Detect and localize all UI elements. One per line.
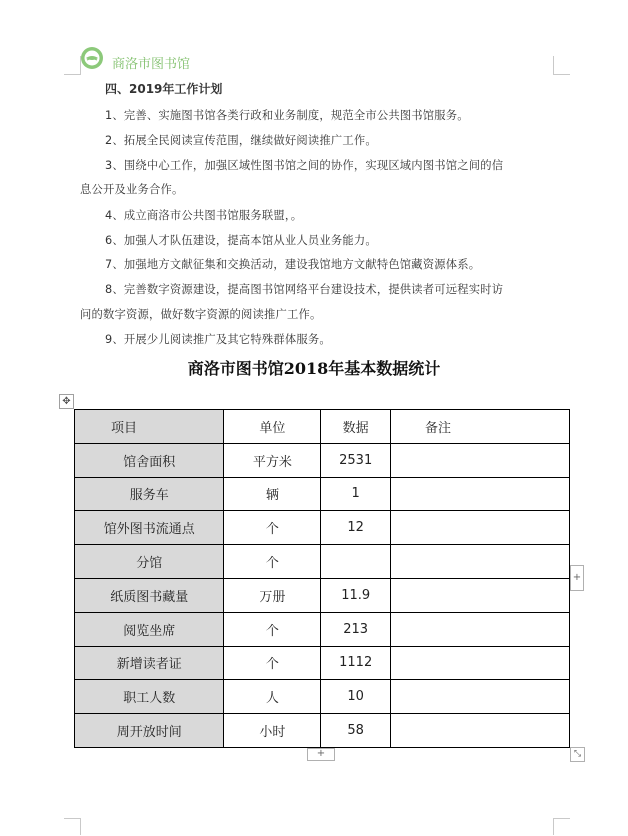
unit-cell[interactable]: 个 (224, 511, 321, 545)
table-move-handle-icon[interactable]: ✥ (59, 394, 74, 409)
header-cell-note[interactable]: 备注 (391, 410, 570, 444)
table-title: 商洛市图书馆2018年基本数据统计 (187, 359, 441, 378)
table-row (75, 477, 570, 511)
plan-item: 4、成立商洛市公共图书馆服务联盟，。 (105, 209, 303, 222)
header-cell-item[interactable]: 项目 (75, 410, 224, 444)
header-cell-unit[interactable]: 单位 (224, 410, 321, 444)
library-logo (80, 46, 104, 70)
row-label-cell[interactable]: 馆外图书流通点 (75, 511, 224, 545)
note-cell[interactable] (391, 714, 570, 748)
plan-item: 7、加强地方文献征集和交换活动，建设我馆地方文献特色馆藏资源体系。 (105, 258, 481, 271)
section-title: 四、2019年工作计划 (105, 82, 223, 96)
unit-cell[interactable]: 平方米 (224, 443, 321, 477)
crop-mark-bottom-right (553, 818, 570, 835)
row-label-cell[interactable]: 阅览坐席 (75, 612, 224, 646)
plan-item: 9、开展少儿阅读推广及其它特殊群体服务。 (105, 333, 331, 346)
note-cell[interactable] (391, 545, 570, 579)
header-library-name: 商洛市图书馆 (112, 57, 191, 72)
plan-item: 2、拓展全民阅读宣传范围，继续做好阅读推广工作。 (105, 134, 377, 147)
note-cell[interactable] (391, 612, 570, 646)
row-label-cell[interactable]: 纸质图书藏量 (75, 578, 224, 612)
unit-cell[interactable]: 小时 (224, 714, 321, 748)
plan-item: 息公开及业务合作。 (80, 183, 184, 196)
value-cell[interactable]: 213 (321, 612, 391, 646)
plan-item: 问的数字资源，做好数字资源的阅读推广工作。 (80, 308, 322, 321)
row-label-cell[interactable]: 新增读者证 (75, 646, 224, 680)
row-label-cell[interactable]: 周开放时间 (75, 714, 224, 748)
value-cell[interactable]: 10 (321, 680, 391, 714)
table-row (75, 443, 570, 477)
add-row-button[interactable]: + (307, 748, 335, 761)
crop-mark-top-left (64, 56, 81, 75)
row-label-cell[interactable]: 服务车 (75, 477, 224, 511)
table-row (75, 680, 570, 714)
plan-item: 3、围绕中心工作，加强区域性图书馆之间的协作，实现区域内图书馆之间的信 (105, 159, 504, 172)
data-table (74, 409, 570, 748)
value-cell[interactable] (321, 545, 391, 579)
header-cell-data[interactable]: 数据 (321, 410, 391, 444)
unit-cell[interactable]: 万册 (224, 578, 321, 612)
crop-mark-top-right (553, 56, 570, 75)
value-cell[interactable]: 12 (321, 511, 391, 545)
unit-cell[interactable]: 辆 (224, 477, 321, 511)
plan-item: 1、完善、实施图书馆各类行政和业务制度，规范全市公共图书馆服务。 (105, 109, 469, 122)
table-resize-handle-icon[interactable]: ⤡ (570, 747, 585, 762)
unit-cell[interactable]: 人 (224, 680, 321, 714)
table-row (75, 612, 570, 646)
unit-cell[interactable]: 个 (224, 646, 321, 680)
note-cell[interactable] (391, 646, 570, 680)
table-row (75, 578, 570, 612)
note-cell[interactable] (391, 578, 570, 612)
value-cell[interactable]: 2531 (321, 443, 391, 477)
plan-item: 6、加强人才队伍建设，提高本馆从业人员业务能力。 (105, 234, 377, 247)
table-row (75, 545, 570, 579)
value-cell[interactable]: 58 (321, 714, 391, 748)
table-header-row (75, 410, 570, 444)
table-row (75, 646, 570, 680)
row-label-cell[interactable]: 馆舍面积 (75, 443, 224, 477)
table-row (75, 511, 570, 545)
note-cell[interactable] (391, 680, 570, 714)
add-column-button[interactable]: + (570, 565, 584, 591)
value-cell[interactable]: 1112 (321, 646, 391, 680)
row-label-cell[interactable]: 分馆 (75, 545, 224, 579)
value-cell[interactable]: 11.9 (321, 578, 391, 612)
note-cell[interactable] (391, 477, 570, 511)
row-label-cell[interactable]: 职工人数 (75, 680, 224, 714)
table-row (75, 714, 570, 748)
unit-cell[interactable]: 个 (224, 545, 321, 579)
unit-cell[interactable]: 个 (224, 612, 321, 646)
plan-item: 8、完善数字资源建设，提高图书馆网络平台建设技术，提供读者可远程实时访 (105, 283, 504, 296)
crop-mark-bottom-left (64, 818, 81, 835)
note-cell[interactable] (391, 443, 570, 477)
note-cell[interactable] (391, 511, 570, 545)
value-cell[interactable]: 1 (321, 477, 391, 511)
